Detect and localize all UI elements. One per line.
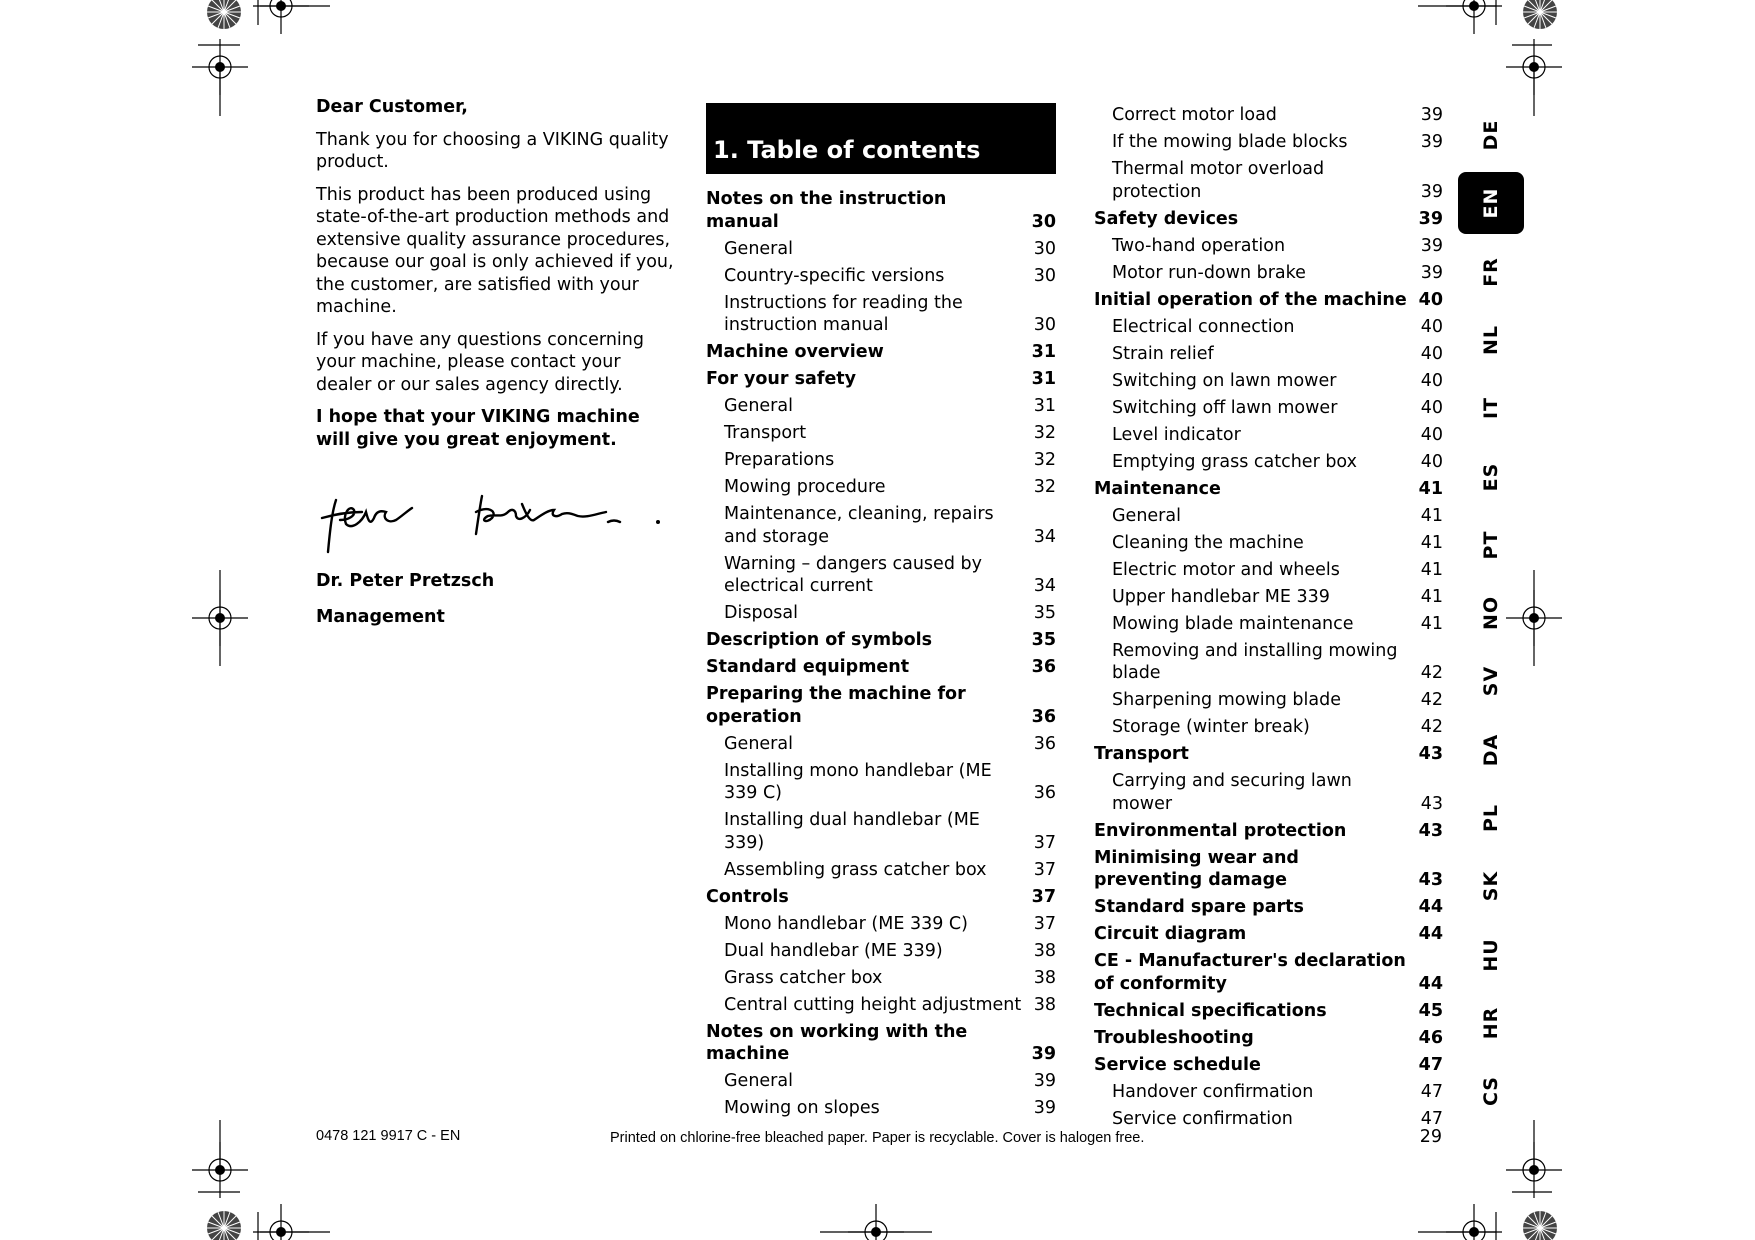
toc-section-entry[interactable]: [1094, 1000, 1443, 1023]
language-tab-hr[interactable]: [1458, 992, 1524, 1054]
language-tab-label: NL: [1480, 324, 1502, 355]
toc-entry-title: General: [724, 238, 793, 259]
toc-subsection-entry[interactable]: [706, 602, 1056, 625]
toc-subsection-entry[interactable]: [1094, 370, 1443, 393]
letter-closing: I hope that your VIKING machine will give you great enjoyment.: [316, 407, 640, 450]
toc-entry-page: 42: [1420, 663, 1443, 683]
toc-entry-title: Storage (winter break): [1112, 717, 1310, 737]
toc-entry-title: Level indicator: [1112, 424, 1241, 445]
toc-entry-page: 40: [1420, 370, 1443, 391]
toc-entry-title: Maintenance: [1094, 478, 1221, 499]
toc-section-entry[interactable]: [706, 188, 1056, 233]
language-tab-label: DE: [1480, 119, 1502, 151]
toc-subsection-entry[interactable]: [706, 994, 1056, 1017]
toc-entry-page: 43: [1418, 870, 1443, 890]
toc-entry-page: 34: [1033, 526, 1056, 547]
toc-subsection-entry[interactable]: [1094, 1108, 1443, 1131]
toc-entry-title: Two-hand operation: [1112, 235, 1286, 256]
toc-entry-page: 39: [1418, 208, 1443, 229]
toc-subsection-entry[interactable]: [706, 940, 1056, 963]
toc-entry-page: 43: [1420, 793, 1443, 814]
toc-entry-title: Installing dual handlebar (ME 339): [724, 810, 980, 853]
toc-entry-page: 38: [1033, 967, 1056, 988]
toc-entry-page: 41: [1418, 478, 1443, 499]
toc-section-entry[interactable]: [1094, 847, 1443, 892]
toc-entry-title: Switching off lawn mower: [1112, 397, 1338, 418]
toc-subsection-entry[interactable]: [1094, 316, 1443, 339]
language-tab-en[interactable]: [1458, 172, 1524, 234]
toc-subsection-entry[interactable]: [706, 476, 1056, 499]
star-mark-icon: [1523, 0, 1557, 29]
toc-entry-title: Description of symbols: [706, 630, 933, 650]
toc-entry-title: Minimising wear and preventing damage: [1094, 847, 1299, 890]
toc-entry-title: Disposal: [724, 603, 798, 623]
toc-entry-page: 44: [1418, 897, 1443, 917]
language-tab-hu[interactable]: [1458, 924, 1524, 986]
language-tab-label: SV: [1480, 666, 1502, 697]
toc-entry-page: 44: [1418, 924, 1443, 944]
toc-entry-title: Dual handlebar (ME 339): [724, 940, 943, 961]
language-tab-label: PT: [1480, 530, 1502, 560]
toc-entry-title: For your safety: [706, 369, 857, 389]
toc-subsection-entry[interactable]: [706, 859, 1056, 882]
toc-subsection-entry[interactable]: [706, 553, 1056, 598]
signature-role: Management: [316, 607, 445, 627]
toc-entry-title: Circuit diagram: [1094, 924, 1247, 944]
toc-entry-title: Controls: [706, 886, 789, 907]
toc-subsection-entry[interactable]: [1094, 343, 1443, 366]
toc-entry-page: 34: [1033, 576, 1056, 596]
toc-entry-title: Correct motor load: [1112, 105, 1277, 125]
letter-paragraph: If you have any questions concerning your machine, please contact your dealer or our sales agency directly.: [316, 329, 644, 395]
toc-entry-title: Machine overview: [706, 342, 884, 362]
toc-entry-page: 37: [1033, 913, 1056, 934]
toc-entry-page: 39: [1420, 132, 1443, 152]
toc-subsection-entry[interactable]: [1094, 770, 1443, 815]
toc-section-entry[interactable]: [1094, 1027, 1443, 1050]
toc-entry-title: Environmental protection: [1094, 820, 1347, 841]
language-tab-label: CS: [1480, 1076, 1502, 1107]
toc-section-entry[interactable]: [706, 1021, 1056, 1066]
welcome-letter: [316, 96, 676, 461]
toc-subsection-entry[interactable]: [1094, 505, 1443, 528]
toc-entry-page: 30: [1031, 211, 1056, 232]
toc-entry-page: 39: [1031, 1044, 1056, 1064]
toc-section-entry[interactable]: [1094, 923, 1443, 946]
toc-entry-page: 30: [1033, 315, 1056, 335]
toc-subsection-entry[interactable]: [1094, 424, 1443, 447]
toc-section-entry[interactable]: [706, 368, 1056, 391]
toc-entry-page: 43: [1418, 744, 1443, 764]
toc-entry-page: 36: [1031, 706, 1056, 727]
toc-subsection-entry[interactable]: [706, 395, 1056, 418]
toc-subsection-entry[interactable]: [706, 1070, 1056, 1093]
toc-entry-page: 42: [1420, 690, 1443, 710]
language-tab-label: HU: [1480, 937, 1502, 972]
toc-entry-page: 40: [1420, 343, 1443, 364]
toc-section-entry[interactable]: [1094, 896, 1443, 919]
toc-entry-page: 47: [1418, 1054, 1443, 1075]
toc-entry-page: 41: [1420, 505, 1443, 526]
toc-subsection-entry[interactable]: [1094, 131, 1443, 154]
toc-section-entry[interactable]: [1094, 478, 1443, 501]
toc-entry-page: 41: [1420, 559, 1443, 580]
language-tab-label: FR: [1480, 256, 1502, 287]
toc-entry-title: Removing and installing mowing blade: [1112, 640, 1398, 683]
toc-section-entry[interactable]: [1094, 1054, 1443, 1077]
toc-entry-page: 40: [1420, 316, 1443, 337]
handwritten-signature: [316, 490, 666, 560]
toc-entry-title: Mowing on slopes: [724, 1098, 880, 1118]
toc-entry-title: Thermal motor overload protection: [1112, 159, 1325, 202]
toc-entry-title: Switching on lawn mower: [1112, 370, 1337, 391]
toc-entry-title: General: [724, 1071, 793, 1091]
toc-entry-page: 41: [1420, 613, 1443, 634]
toc-subsection-entry[interactable]: [706, 265, 1056, 288]
toc-section-entry[interactable]: [706, 886, 1056, 909]
language-tab-da[interactable]: [1458, 719, 1524, 781]
toc-entry-page: 32: [1033, 450, 1056, 470]
toc-entry-title: Troubleshooting: [1094, 1027, 1254, 1048]
toc-entry-title: General: [724, 396, 793, 416]
language-tab-pt[interactable]: [1458, 514, 1524, 576]
toc-entry-title: Standard spare parts: [1094, 897, 1304, 917]
toc-entry-page: 30: [1033, 238, 1056, 259]
toc-entry-title: Electric motor and wheels: [1112, 559, 1340, 580]
toc-entry-page: 31: [1033, 396, 1056, 416]
toc-section-entry[interactable]: [1094, 743, 1443, 766]
toc-subsection-entry[interactable]: [1094, 716, 1443, 739]
toc-entry-page: 47: [1420, 1081, 1443, 1102]
toc-subsection-entry[interactable]: [1094, 1081, 1443, 1104]
toc-entry-title: General: [1112, 505, 1181, 526]
toc-entry-title: Transport: [1094, 744, 1189, 764]
signature-name: Dr. Peter Pretzsch: [316, 571, 495, 591]
toc-entry-page: 37: [1031, 886, 1056, 907]
toc-entry-title: Emptying grass catcher box: [1112, 451, 1357, 472]
toc-entry-title: General: [724, 733, 793, 754]
toc-entry-page: 36: [1031, 657, 1056, 677]
toc-entry-page: 37: [1033, 832, 1056, 853]
language-tab-label: EN: [1480, 187, 1502, 219]
toc-section-entry[interactable]: [706, 656, 1056, 679]
toc-section-entry[interactable]: [1094, 950, 1443, 995]
toc-entry-page: 32: [1033, 477, 1056, 497]
toc-entry-title: Preparing the machine for operation: [706, 684, 966, 727]
toc-subsection-entry[interactable]: [706, 238, 1056, 261]
toc-subsection-entry[interactable]: [1094, 451, 1443, 474]
language-tab-de[interactable]: [1458, 104, 1524, 166]
toc-entry-page: 41: [1420, 586, 1443, 607]
toc-entry-title: Electrical connection: [1112, 316, 1295, 337]
toc-entry-title: Central cutting height adjustment: [724, 994, 1022, 1015]
toc-subsection-entry[interactable]: [1094, 613, 1443, 636]
toc-entry-page: 41: [1420, 532, 1443, 553]
toc-entry-title: Warning – dangers caused by electrical current: [724, 553, 982, 596]
toc-entry-title: Cleaning the machine: [1112, 532, 1304, 553]
toc-section-entry[interactable]: [706, 341, 1056, 364]
toc-entry-page: 36: [1033, 733, 1056, 754]
paper-note: Printed on chlorine-free bleached paper. Paper is recyclable. Cover is halogen free.: [610, 1130, 1145, 1146]
language-tab-label: DA: [1480, 733, 1502, 766]
star-mark-icon: [1523, 1211, 1557, 1240]
toc-subsection-entry[interactable]: [706, 733, 1056, 756]
toc-entry-page: 40: [1420, 451, 1443, 472]
toc-entry-title: Country-specific versions: [724, 265, 945, 286]
toc-entry-page: 35: [1031, 630, 1056, 650]
letter-paragraph: This product has been produced using state-of-the-art production methods and extensive quality assurance procedures, because our goal is only achieved if you, the customer, are satisfied with your machine.: [316, 184, 674, 317]
language-tab-label: HR: [1480, 1006, 1502, 1040]
toc-subsection-entry[interactable]: [706, 967, 1056, 990]
language-tab-cs[interactable]: [1458, 1060, 1524, 1122]
toc-subsection-entry[interactable]: [706, 1097, 1056, 1120]
toc-entry-title: Transport: [724, 423, 807, 443]
page-number: 29: [1419, 1127, 1442, 1147]
toc-entry-page: 35: [1033, 603, 1056, 623]
toc-entry-page: 46: [1418, 1027, 1443, 1048]
toc-entry-page: 38: [1033, 994, 1056, 1015]
letter-greeting: Dear Customer,: [316, 97, 468, 117]
toc-entry-title: Mono handlebar (ME 339 C): [724, 913, 968, 934]
toc-entry-page: 38: [1033, 940, 1056, 961]
toc-entry-page: 39: [1420, 105, 1443, 125]
toc-subsection-entry[interactable]: [1094, 262, 1443, 285]
toc-entry-title: Strain relief: [1112, 343, 1214, 364]
toc-subsection-entry[interactable]: [1094, 689, 1443, 712]
toc-entry-page: 40: [1418, 289, 1443, 310]
toc-entry-page: 39: [1033, 1071, 1056, 1091]
toc-entry-title: Mowing procedure: [724, 477, 886, 497]
toc-entry-page: 39: [1420, 235, 1443, 256]
toc-section-entry[interactable]: [1094, 820, 1443, 843]
language-tab-no[interactable]: [1458, 582, 1524, 644]
toc-entry-page: 45: [1418, 1000, 1443, 1021]
language-tab-label: IT: [1480, 397, 1502, 420]
toc-entry-title: Assembling grass catcher box: [724, 859, 987, 880]
toc-section-entry[interactable]: [706, 629, 1056, 652]
toc-subsection-entry[interactable]: [1094, 586, 1443, 609]
language-tab-label: ES: [1480, 462, 1502, 491]
toc-entry-title: If the mowing blade blocks: [1112, 132, 1348, 152]
toc-entry-page: 40: [1420, 397, 1443, 418]
document-code: 0478 121 9917 C - EN: [316, 1128, 461, 1144]
toc-entry-title: Service confirmation: [1112, 1108, 1293, 1129]
toc-entry-page: 32: [1033, 423, 1056, 443]
toc-subsection-entry[interactable]: [706, 449, 1056, 472]
toc-entry-page: 40: [1420, 424, 1443, 445]
toc-section-entry[interactable]: [1094, 289, 1443, 312]
toc-subsection-entry[interactable]: [1094, 397, 1443, 420]
toc-entry-title: Sharpening mowing blade: [1112, 690, 1341, 710]
toc-column-1: [706, 188, 1056, 1124]
toc-entry-title: Preparations: [724, 450, 835, 470]
toc-column-2: [1094, 104, 1443, 1135]
toc-entry-page: 36: [1033, 783, 1056, 803]
toc-entry-page: 37: [1033, 859, 1056, 880]
toc-entry-title: Motor run-down brake: [1112, 262, 1306, 283]
toc-subsection-entry[interactable]: [706, 422, 1056, 445]
language-tab-nl[interactable]: [1458, 309, 1524, 371]
toc-entry-page: 31: [1031, 369, 1056, 389]
toc-entry-page: 47: [1420, 1108, 1443, 1129]
toc-entry-page: 30: [1033, 265, 1056, 286]
toc-title: 1. Table of contents: [713, 136, 981, 164]
toc-entry-title: Maintenance, cleaning, repairs and storage: [724, 504, 994, 547]
language-tab-label: SK: [1480, 871, 1502, 902]
toc-entry-title: CE - Manufacturer's declaration of conformity: [1094, 951, 1406, 994]
toc-entry-page: 39: [1420, 181, 1443, 202]
letter-paragraph: Thank you for choosing a VIKING quality product.: [316, 129, 669, 172]
toc-entry-page: 39: [1420, 262, 1443, 283]
toc-entry-title: Service schedule: [1094, 1054, 1261, 1075]
toc-entry-title: Upper handlebar ME 339: [1112, 586, 1330, 607]
toc-section-entry[interactable]: [1094, 208, 1443, 231]
toc-entry-title: Handover confirmation: [1112, 1081, 1314, 1102]
toc-entry-page: 42: [1420, 717, 1443, 737]
toc-subsection-entry[interactable]: [706, 292, 1056, 337]
language-tab-label: PL: [1480, 803, 1502, 833]
star-mark-icon: [207, 0, 241, 29]
toc-subsection-entry[interactable]: [706, 760, 1056, 805]
language-tab-label: NO: [1480, 596, 1502, 631]
toc-subsection-entry[interactable]: [706, 503, 1056, 548]
toc-entry-title: Initial operation of the machine: [1094, 289, 1407, 310]
language-tab-sv[interactable]: [1458, 650, 1524, 712]
toc-subsection-entry[interactable]: [1094, 104, 1443, 127]
toc-entry-title: Installing mono handlebar (ME 339 C): [724, 760, 992, 803]
toc-subsection-entry[interactable]: [1094, 158, 1443, 203]
toc-subsection-entry[interactable]: [1094, 532, 1443, 555]
language-tab-fr[interactable]: [1458, 241, 1524, 303]
toc-subsection-entry[interactable]: [1094, 640, 1443, 685]
toc-entry-page: 44: [1418, 973, 1443, 994]
toc-entry-title: Notes on the instruction manual: [706, 189, 947, 232]
toc-header: [706, 103, 1056, 174]
toc-entry-title: Grass catcher box: [724, 967, 883, 988]
toc-entry-title: Notes on working with the machine: [706, 1021, 968, 1064]
toc-entry-page: 43: [1418, 820, 1443, 841]
toc-entry-title: Mowing blade maintenance: [1112, 613, 1354, 634]
language-tab-sk[interactable]: [1458, 855, 1524, 917]
language-tab-it[interactable]: [1458, 377, 1524, 439]
toc-entry-title: Technical specifications: [1094, 1000, 1327, 1021]
toc-subsection-entry[interactable]: [706, 809, 1056, 854]
toc-entry-page: 39: [1033, 1098, 1056, 1118]
toc-subsection-entry[interactable]: [1094, 559, 1443, 582]
language-tab-es[interactable]: [1458, 446, 1524, 508]
language-tab-pl[interactable]: [1458, 787, 1524, 849]
toc-section-entry[interactable]: [706, 683, 1056, 728]
toc-entry-title: Instructions for reading the instruction manual: [724, 292, 963, 335]
star-mark-icon: [207, 1211, 241, 1240]
toc-subsection-entry[interactable]: [706, 913, 1056, 936]
toc-entry-page: 31: [1031, 342, 1056, 362]
toc-subsection-entry[interactable]: [1094, 235, 1443, 258]
toc-entry-title: Standard equipment: [706, 657, 910, 677]
toc-entry-title: Safety devices: [1094, 208, 1239, 229]
toc-entry-title: Carrying and securing lawn mower: [1112, 771, 1352, 814]
